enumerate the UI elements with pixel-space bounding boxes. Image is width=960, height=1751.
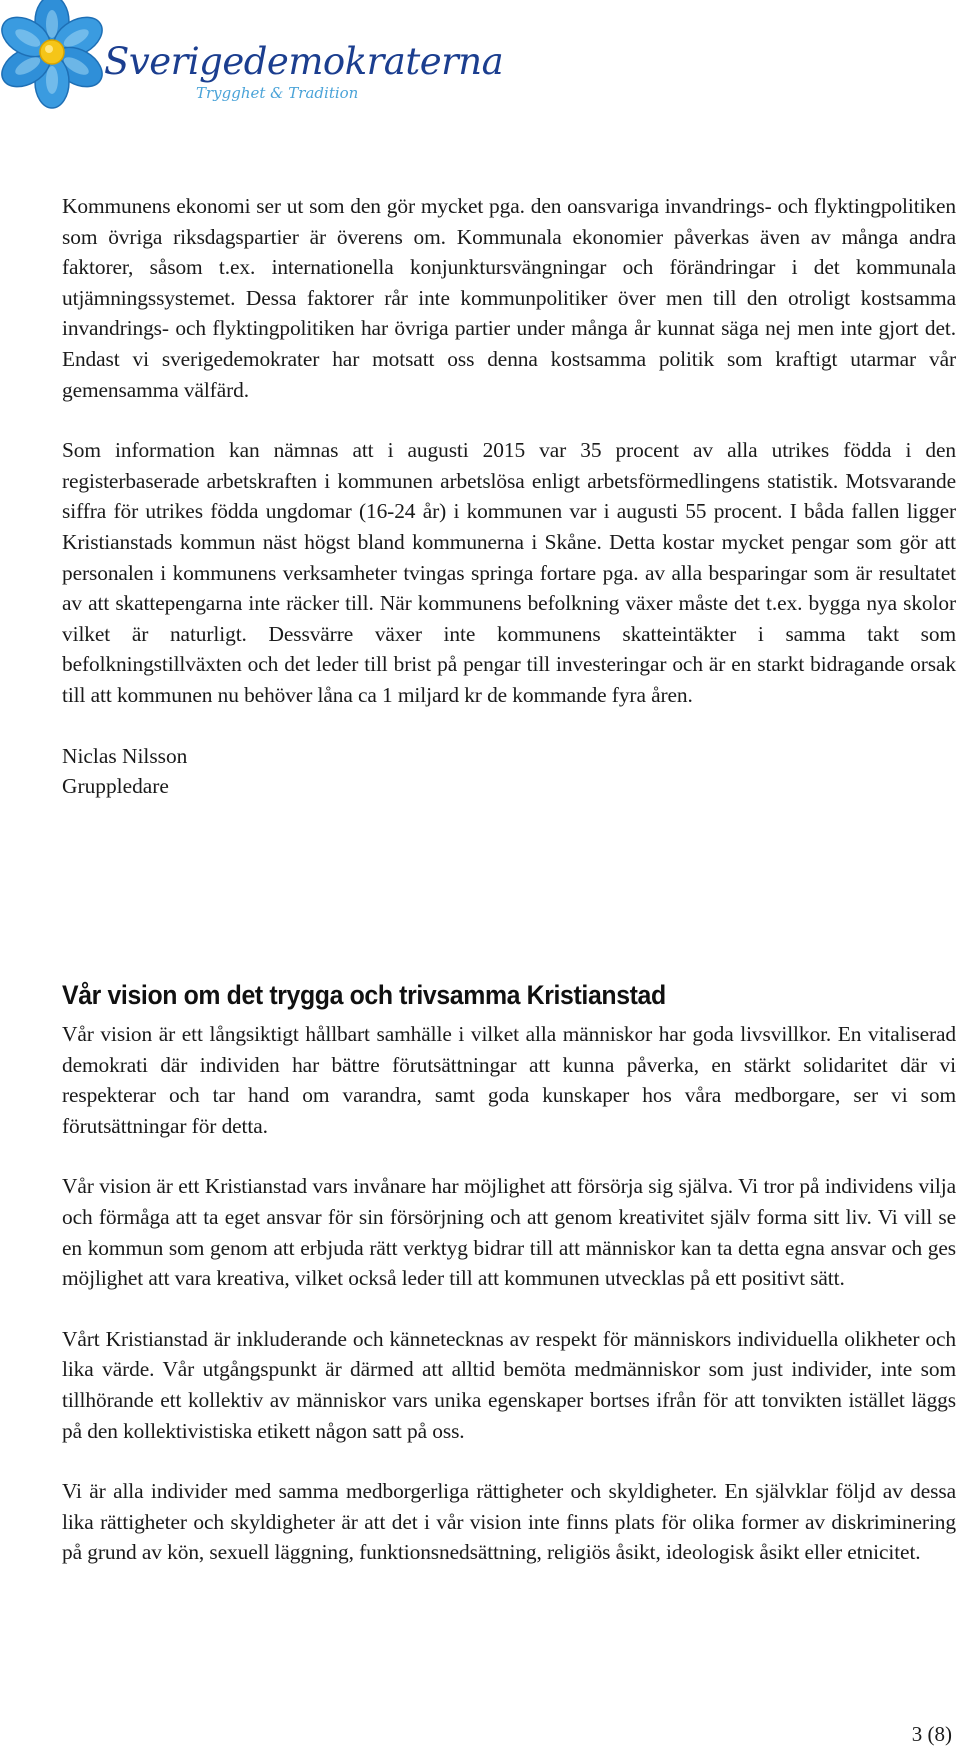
vision-paragraph: Vårt Kristianstad är inkluderande och kännetecknas av respekt för människors individuella olikheter och lika värde. Vår utgångspunkt är därmed att alltid bemöta medmänniskor som just individer, inte som tillhörande ett kollektiv av människor vars unika egenskaper bortses ifrån för att tonvikten istället läggs på den kollektivistiska etikett någon satt på oss.: [62, 1326, 956, 1443]
logo-wordmark: Sverigedemokraterna: [104, 40, 504, 83]
document-body: [62, 191, 956, 802]
vision-paragraph: Vi är alla individer med samma medborgerliga rättigheter och skyldigheter. En självklar följd av dessa lika rättigheter och skyldigheter är att det i vår vision inte finns plats för olika former av diskriminering på grund av kön, sexuell läggning, funktionsnedsättning, religiös åsikt, ideologisk åsikt eller etnicitet.: [62, 1479, 956, 1565]
signature-role: Gruppledare: [62, 774, 169, 799]
vision-paragraph: Vår vision är ett Kristianstad vars invånare har möjlighet att försörja sig själva. Vi tror på individens vilja och förmåga att ta eget ansvar för sin försörjning och att genom kreativitet själv forma sitt liv. Vi vill se en kommun som genom att erbjuda rätt verktyg bidrar till att människor kan ta detta egna ansvar och ges möjlighet att vara kreativa, vilket också leder till att kommunen utvecklas på ett positivt sätt.: [62, 1174, 956, 1291]
signature-block: [62, 741, 956, 802]
page-number: 3 (8): [911, 1722, 952, 1746]
section-heading: Vår vision om det trygga och trivsamma Kristianstad: [62, 980, 666, 1010]
vision-paragraph: Vår vision är ett långsiktigt hållbart samhälle i vilket alla människor har goda livsvillkor. En vitaliserad demokrati där individen har bättre förutsättningar att kunna påverka, en stärkt solidaritet där vi respekterar och tar hand om varandra, samt goda kunskaper hos våra medborgare, ser vi som förutsättningar för detta.: [62, 1022, 956, 1138]
blue-anemone-flower-icon: [0, 0, 112, 112]
paragraph-unemployment: Som information kan nämnas att i augusti 2015 var 35 procent av alla utrikes födda i den registerbaserade arbetskraften i kommunen arbetslösa enligt arbetsförmedlingens statistik. Motsvarande siffra för utrikes födda ungdomar (16-24 år) i kommunen var i augusti 55 procent. I båda fallen ligger Kristianstads kommun näst högst bland kommunerna i Skåne. Detta kostar mycket pengar som gör att personalen i kommunens verksamheter tvingas springa fortare pga. av alla besparingar som är resultatet av att skattepengarna inte räcker till. När kommunens befolkning växer måste det t.ex. bygga nya skolor vilket är naturligt. Dessvärre växer inte kommunens skatteintäkter i samma takt som befolkningstillväxten och det leder till brist på pengar till investeringar och är en starkt bidragande orsak till att kommunen nu behöver låna ca 1 miljard kr de kommande fyra åren.: [62, 438, 956, 707]
vision-section: [62, 1019, 956, 1568]
paragraph-economy: Kommunens ekonomi ser ut som den gör mycket pga. den oansvariga invandrings- och flyktingpolitiken som övriga riksdagspartier är överens om. Kommunala ekonomier påverkas även av många andra faktorer, såsom t.ex. internationella konjunktursvängningar och förändringar i det kommunala utjämningssystemet. Dessa faktorer rår inte kommunpolitiker över men till den otroligt kostsamma invandrings- och flyktingpolitiken har övriga partier under många år kunnat säga nej men inte gjort det. Endast vi sverigedemokrater har motsatt oss denna kostsamma politik som kraftigt utarmar vår gemensamma välfärd.: [62, 194, 956, 402]
logo-tagline: Trygghet & Tradition: [196, 84, 359, 102]
signature-name: Niclas Nilsson: [62, 743, 188, 768]
party-logo: [0, 0, 504, 118]
